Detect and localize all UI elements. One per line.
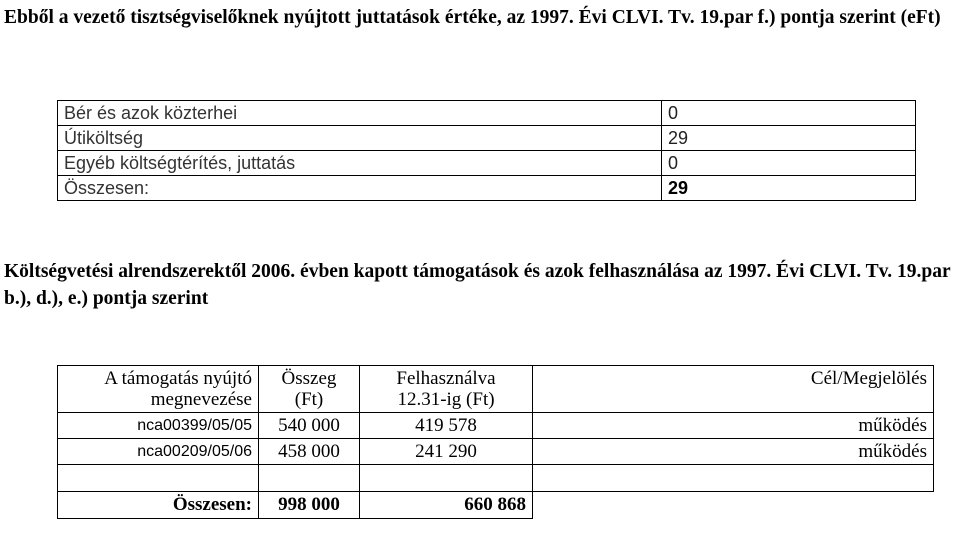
header-used xyxy=(360,366,533,413)
empty-cell xyxy=(533,492,934,519)
header-amount-line2: (Ft) xyxy=(294,389,324,410)
header-provider-line1: A támogatás nyújtó xyxy=(104,368,252,389)
table-total-row xyxy=(58,176,916,201)
subsidies-table xyxy=(57,365,934,519)
total-amount: 998 000 xyxy=(259,492,360,519)
header-amount-line1: Összeg xyxy=(281,368,337,389)
total-value: 29 xyxy=(662,176,916,201)
section-heading-subsidies: Költségvetési alrendszerektől 2006. évben kapott támogatások és azok felhasználása az 1997. Évi CLVI. Tv. 19.par b.), d.), e.) pontja szerint xyxy=(4,261,951,309)
total-used: 660 868 xyxy=(360,492,533,519)
table-total-row xyxy=(58,492,934,519)
header-used-line2: 12.31-ig (Ft) xyxy=(397,389,495,410)
used-cell: 419 578 xyxy=(360,413,533,439)
row-label: Egyéb költségtérítés, juttatás xyxy=(58,151,662,176)
table-row xyxy=(58,151,916,176)
row-label: Bér és azok közterhei xyxy=(58,101,662,126)
header-used-line1: Felhasználva xyxy=(396,368,496,389)
empty-cell xyxy=(259,465,360,492)
empty-cell xyxy=(533,465,934,492)
empty-cell xyxy=(360,465,533,492)
provider-cell: nca00399/05/05 xyxy=(58,413,259,439)
header-amount xyxy=(259,366,360,413)
empty-cell xyxy=(58,465,259,492)
table-row xyxy=(58,439,934,465)
row-value: 0 xyxy=(662,101,916,126)
executive-benefits-table xyxy=(57,100,916,201)
table-row xyxy=(58,101,916,126)
row-label: Útiköltség xyxy=(58,126,662,151)
table-row xyxy=(58,413,934,439)
purpose-cell: működés xyxy=(533,413,934,439)
total-label: Összesen: xyxy=(58,492,259,519)
total-label: Összesen: xyxy=(58,176,662,201)
header-provider xyxy=(58,366,259,413)
section-heading-executive-benefits: Ebből a vezető tisztségviselőknek nyújtott juttatások értéke, az 1997. Évi CLVI. Tv. 19.par f.) pontja szerint (eFt) xyxy=(4,7,941,28)
row-value: 29 xyxy=(662,126,916,151)
purpose-cell: működés xyxy=(533,439,934,465)
amount-cell: 458 000 xyxy=(259,439,360,465)
table-row-empty xyxy=(58,465,934,492)
header-provider-line2: megnevezése xyxy=(150,389,252,410)
provider-cell: nca00209/05/06 xyxy=(58,439,259,465)
header-purpose: Cél/Megjelölés xyxy=(533,366,934,413)
amount-cell: 540 000 xyxy=(259,413,360,439)
used-cell: 241 290 xyxy=(360,439,533,465)
table-row xyxy=(58,126,916,151)
row-value: 0 xyxy=(662,151,916,176)
table-header-row xyxy=(58,366,934,413)
